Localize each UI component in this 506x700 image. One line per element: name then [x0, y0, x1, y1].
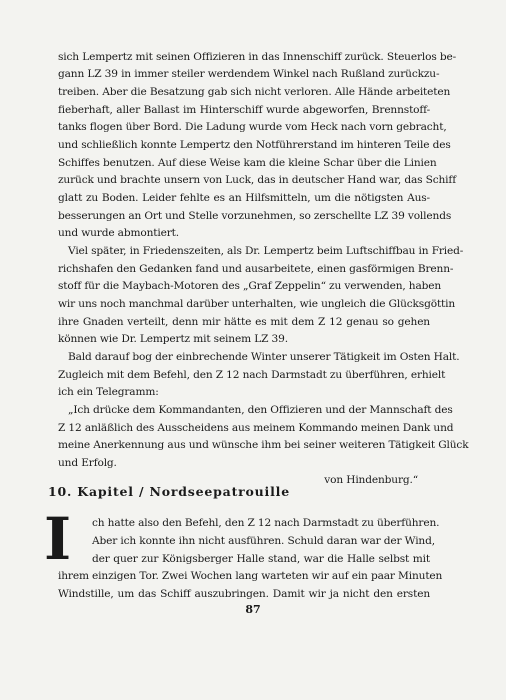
- body-text-line: stoff für die Maybach-Motoren des „Graf Zeppelin“ zu verwenden, haben: [58, 280, 442, 292]
- chapter-text-line: der quer zur Königsberger Halle stand, war die Halle selbst mit: [92, 553, 430, 565]
- body-text-line: wir uns noch manchmal darüber unterhalten, wie ungleich die Glücksgöttin: [58, 298, 456, 310]
- body-text-line: besserungen an Ort und Stelle vorzunehmen, so zerschellte LZ 39 vollends: [58, 210, 452, 222]
- body-text-line: tanks flogen über Bord. Die Ladung wurde vom Heck nach vorn gebracht,: [58, 121, 447, 133]
- quote-line: Z 12 anläßlich des Ausscheidens aus meinem Kommando meinen Dank und: [58, 422, 454, 434]
- body-text-line: treiben. Aber die Besatzung gab sich nicht verloren. Alle Hände arbeiteten: [58, 86, 451, 98]
- body-text-line: gann LZ 39 in immer steiler werdendem Winkel nach Rußland zurückzu-: [58, 68, 440, 80]
- body-text-line: und wurde abmontiert.: [58, 227, 179, 239]
- body-text-line: zurück und brachte unsern von Luck, das in deutscher Hand war, das Schiff: [58, 174, 456, 186]
- quote-line: meine Anerkennung aus und wünsche ihm bei seiner weiteren Tätigkeit Glück: [58, 439, 469, 451]
- quote-line: „Ich drücke dem Kommandanten, den Offizieren und der Mannschaft des: [68, 404, 453, 416]
- quote-line: und Erfolg.: [58, 457, 117, 469]
- chapter-text-line: ihrem einzigen Tor. Zwei Wochen lang warteten wir auf ein paar Minuten: [58, 570, 443, 582]
- body-text-line: und schließlich konnte Lempertz den Notführerstand im hinteren Teile des: [58, 139, 451, 151]
- body-text-line: ich ein Telegramm:: [58, 386, 159, 398]
- body-text-line: Schiffes benutzen. Auf diese Weise kam die kleine Schar über die Linien: [58, 157, 437, 169]
- body-text-line: Viel später, in Friedenszeiten, als Dr. Lempertz beim Luftschiffbau in Fried-: [68, 245, 464, 257]
- body-text-line: richshafen den Gedanken fand und ausarbeitete, einen gasförmigen Brenn-: [58, 263, 454, 275]
- body-text-line: fieberhaft, aller Ballast im Hinterschiff wurde abgeworfen, Brennstoff-: [58, 104, 430, 116]
- chapter-text-line: ch hatte also den Befehl, den Z 12 nach Darmstadt zu überführen.: [92, 517, 440, 529]
- signature-line: von Hindenburg.“: [324, 474, 418, 486]
- body-text-line: können wie Dr. Lempertz mit seinem LZ 39.: [58, 333, 288, 345]
- body-text-line: sich Lempertz mit seinen Offizieren in das Innenschiff zurück. Steuerlos be-: [58, 51, 457, 63]
- body-text-line: ihre Gnaden verteilt, denn mir hätte es mit dem Z 12 genau so gehen: [58, 316, 430, 328]
- chapter-text-line: Windstille, um das Schiff auszubringen. Damit wir ja nicht den ersten: [58, 588, 430, 600]
- page-number: 87: [245, 603, 261, 616]
- chapter-heading: 10. Kapitel / Nordseepatrouille: [48, 484, 290, 499]
- body-text-line: Zugleich mit dem Befehl, den Z 12 nach Darmstadt zu überführen, erhielt: [58, 369, 446, 381]
- chapter-text-line: Aber ich konnte ihn nicht ausführen. Schuld daran war der Wind,: [92, 535, 435, 547]
- drop-cap: I: [44, 505, 72, 573]
- body-text-line: Bald darauf bog der einbrechende Winter unserer Tätigkeit im Osten Halt.: [68, 351, 460, 363]
- body-text-line: glatt zu Boden. Leider fehlte es an Hilfsmitteln, um die nötigsten Aus-: [58, 192, 430, 204]
